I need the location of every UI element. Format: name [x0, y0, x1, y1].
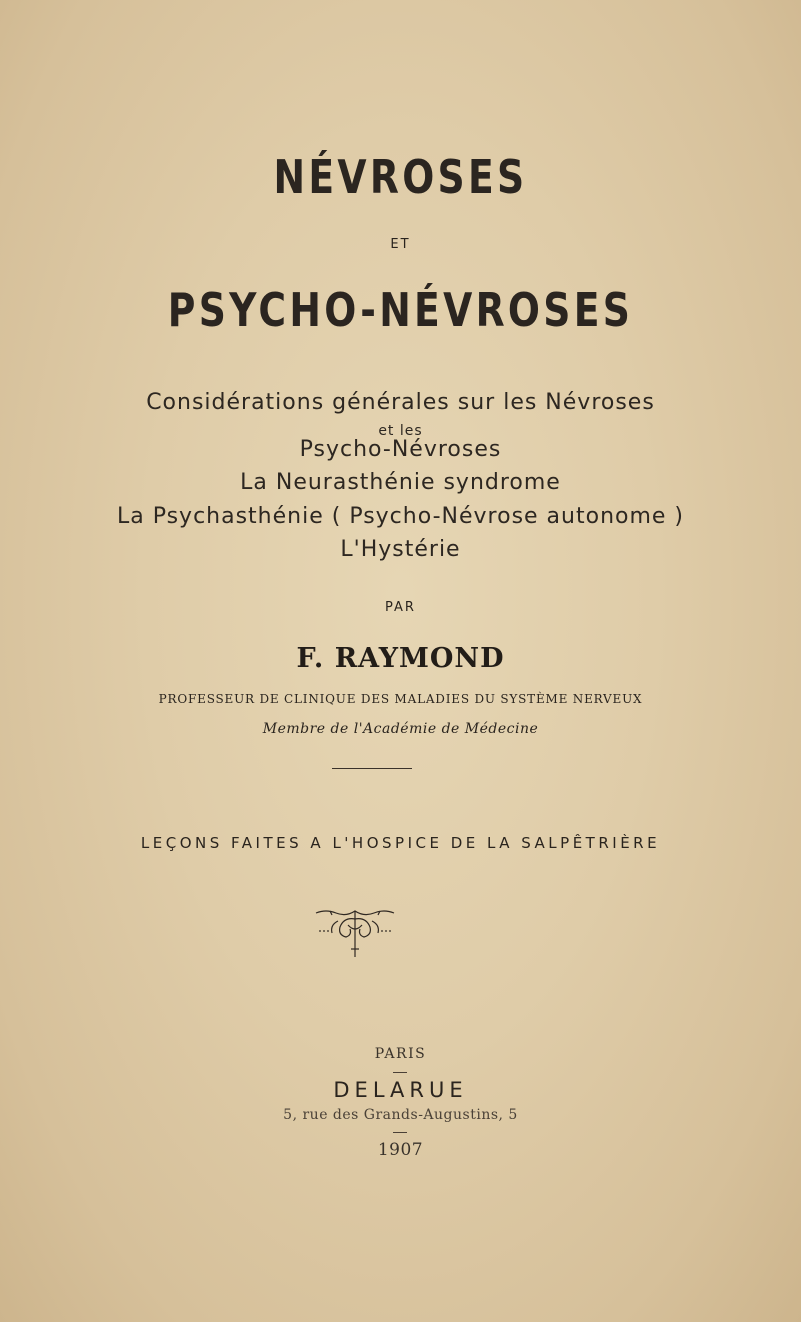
contents-line-3: Psycho-Névroses [299, 437, 502, 462]
contents-line-5: La Psychasthénie ( Psycho-Névrose autonome ) [116, 504, 685, 529]
author-membership: Membre de l'Académie de Médecine [262, 721, 539, 737]
imprint-address: 5, rue des Grands-Augustins, 5 [283, 1107, 518, 1123]
par-label: PAR [385, 600, 416, 615]
lectures-line: LEÇONS FAITES A L'HOSPICE DE LA SALPÊTRIÈRE [140, 834, 661, 852]
imprint-publisher: DELARUE [333, 1078, 468, 1102]
author-name: F. RAYMOND [296, 643, 505, 674]
divider-rule [332, 768, 412, 769]
contents-line-2: et les [378, 423, 423, 439]
title-conjunction: ET [390, 237, 411, 252]
contents-line-1: Considérations générales sur les Névroses [146, 390, 655, 415]
contents-line-4: La Neurasthénie syndrome [240, 470, 561, 495]
sub-title: PSYCHO-NÉVROSES [167, 283, 634, 337]
imprint-year: 1907 [377, 1140, 424, 1160]
printer-ornament-icon [310, 905, 400, 963]
imprint-dash [393, 1132, 407, 1133]
imprint-city: PARIS [374, 1046, 427, 1062]
main-title: NÉVROSES [273, 150, 528, 204]
author-position: PROFESSEUR DE CLINIQUE DES MALADIES DU SYSTÈME NERVEUX [158, 692, 643, 706]
contents-line-6: L'Hystérie [340, 537, 461, 562]
imprint-dash [393, 1072, 407, 1073]
